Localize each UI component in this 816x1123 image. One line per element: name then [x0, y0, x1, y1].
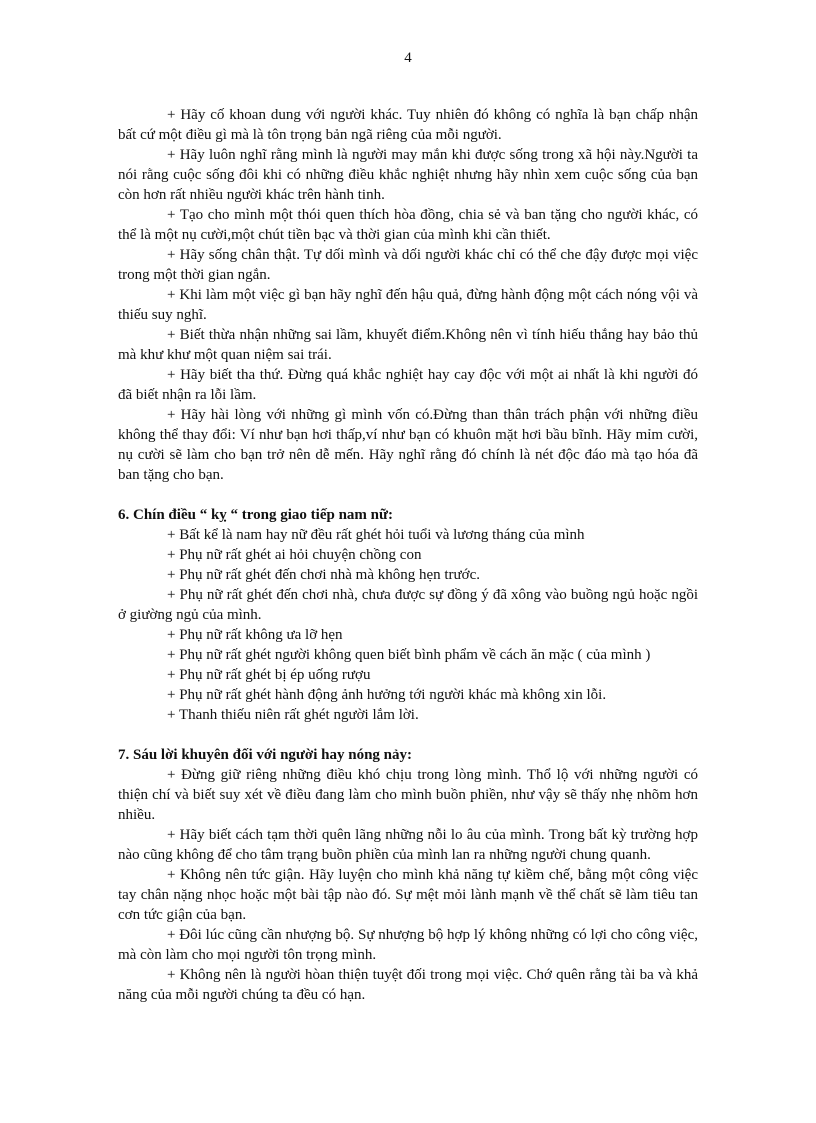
list-item: + Phụ nữ rất ghét đến chơi nhà, chưa được sự đồng ý đã xông vào buồng ngủ hoặc ngồi ở giường ngủ của mình. — [118, 587, 698, 623]
page-number: 4 — [404, 50, 412, 66]
list-item: + Phụ nữ rất không ưa lỡ hẹn — [167, 627, 343, 643]
paragraph: + Biết thừa nhận những sai lầm, khuyết điểm.Không nên vì tính hiếu thắng hay bảo thủ mà khư khư một quan niệm sai trái. — [118, 327, 698, 363]
list-item: + Phụ nữ rất ghét người không quen biết bình phẩm về cách ăn mặc ( của mình ) — [167, 647, 651, 663]
paragraph: + Hãy biết tha thứ. Đừng quá khắc nghiệt hay cay độc với một ai nhất là khi người đó đã biết nhận ra lỗi lầm. — [118, 367, 698, 403]
list-item: + Phụ nữ rất ghét đến chơi nhà mà không hẹn trước. — [167, 567, 481, 583]
list-item: + Phụ nữ rất ghét ai hỏi chuyện chồng con — [167, 547, 422, 563]
list-item: + Không nên là người hòan thiện tuyệt đối trong mọi việc. Chớ quên rằng tài ba và khả năng của mỗi người chúng ta đều có hạn. — [118, 967, 698, 1003]
list-item: + Không nên tức giận. Hãy luyện cho mình khả năng tự kiềm chế, bằng một công việc tay chân nặng nhọc hoặc một bài tập nào đó. Sự mệt mỏi lành mạnh về thể chất sẽ làm tiêu tan cơn tức giận của bạn. — [118, 867, 698, 923]
paragraph: + Tạo cho mình một thói quen thích hòa đồng, chia sẻ và ban tặng cho người khác, có thể là một nụ cười,một chút tiền bạc và thời gian của mình khi cần thiết. — [118, 207, 698, 243]
paragraph: + Hãy luôn nghĩ rằng mình là người may mắn khi được sống trong xã hội này.Người ta nói rằng cuộc sống đôi khi có những điều khắc nghiệt nhưng hãy nhìn xem cuộc sống của bạn còn hơn rất nhiều người khác trên hành tinh. — [118, 147, 698, 203]
list-item: + Đừng giữ riêng những điều khó chịu trong lòng mình. Thổ lộ với những người có thiện chí và biết suy xét về điều đang làm cho mình buồn phiền, như vậy sẽ thấy nhẹ nhõm hơn nhiều. — [118, 767, 698, 823]
spacer — [118, 485, 698, 505]
list-item: + Hãy biết cách tạm thời quên lãng những nỗi lo âu của mình. Trong bất kỳ trường hợp nào cũng không để cho tâm trạng buồn phiền của mình lan ra những người chung quanh. — [118, 827, 698, 863]
page-content — [118, 105, 698, 1005]
paragraph: + Hãy hài lòng với những gì mình vốn có.Đừng than thân trách phận với những điều không thể thay đổi: Ví như bạn hơi thấp,ví như bạn có khuôn mặt hơi bầu bĩnh. Hãy mỉm cười, nụ cười sẽ làm cho bạn trở nên dễ mến. Hãy nghĩ rằng đó chính là nét độc đáo mà tạo hóa đã ban tặng cho bạn. — [118, 407, 698, 483]
list-item: + Thanh thiếu niên rất ghét người lắm lời. — [167, 707, 419, 723]
list-item: + Bất kể là nam hay nữ đều rất ghét hỏi tuổi và lương tháng của mình — [167, 527, 585, 543]
section-7-heading: 7. Sáu lời khuyên đối với người hay nóng nảy: — [118, 747, 413, 763]
spacer — [118, 725, 698, 745]
paragraph: + Khi làm một việc gì bạn hãy nghĩ đến hậu quả, đừng hành động một cách nóng vội và thiếu suy nghĩ. — [118, 287, 698, 323]
list-item: + Phụ nữ rất ghét hành động ảnh hưởng tới người khác mà không xin lỗi. — [167, 687, 607, 703]
section-6-heading: 6. Chín điều “ kỵ “ trong giao tiếp nam nữ: — [118, 507, 394, 523]
paragraph: + Hãy cố khoan dung với người khác. Tuy nhiên đó không có nghĩa là bạn chấp nhận bất cứ một điều gì mà là tôn trọng bản ngã riêng của mỗi người. — [118, 107, 698, 143]
paragraph: + Hãy sống chân thật. Tự dối mình và dối người khác chỉ có thể che đậy được mọi việc trong một thời gian ngắn. — [118, 247, 698, 283]
list-item: + Đôi lúc cũng cần nhượng bộ. Sự nhượng bộ hợp lý không những có lợi cho công việc, mà còn làm cho mọi người tôn trọng mình. — [118, 927, 698, 963]
list-item: + Phụ nữ rất ghét bị ép uống rượu — [167, 667, 371, 683]
